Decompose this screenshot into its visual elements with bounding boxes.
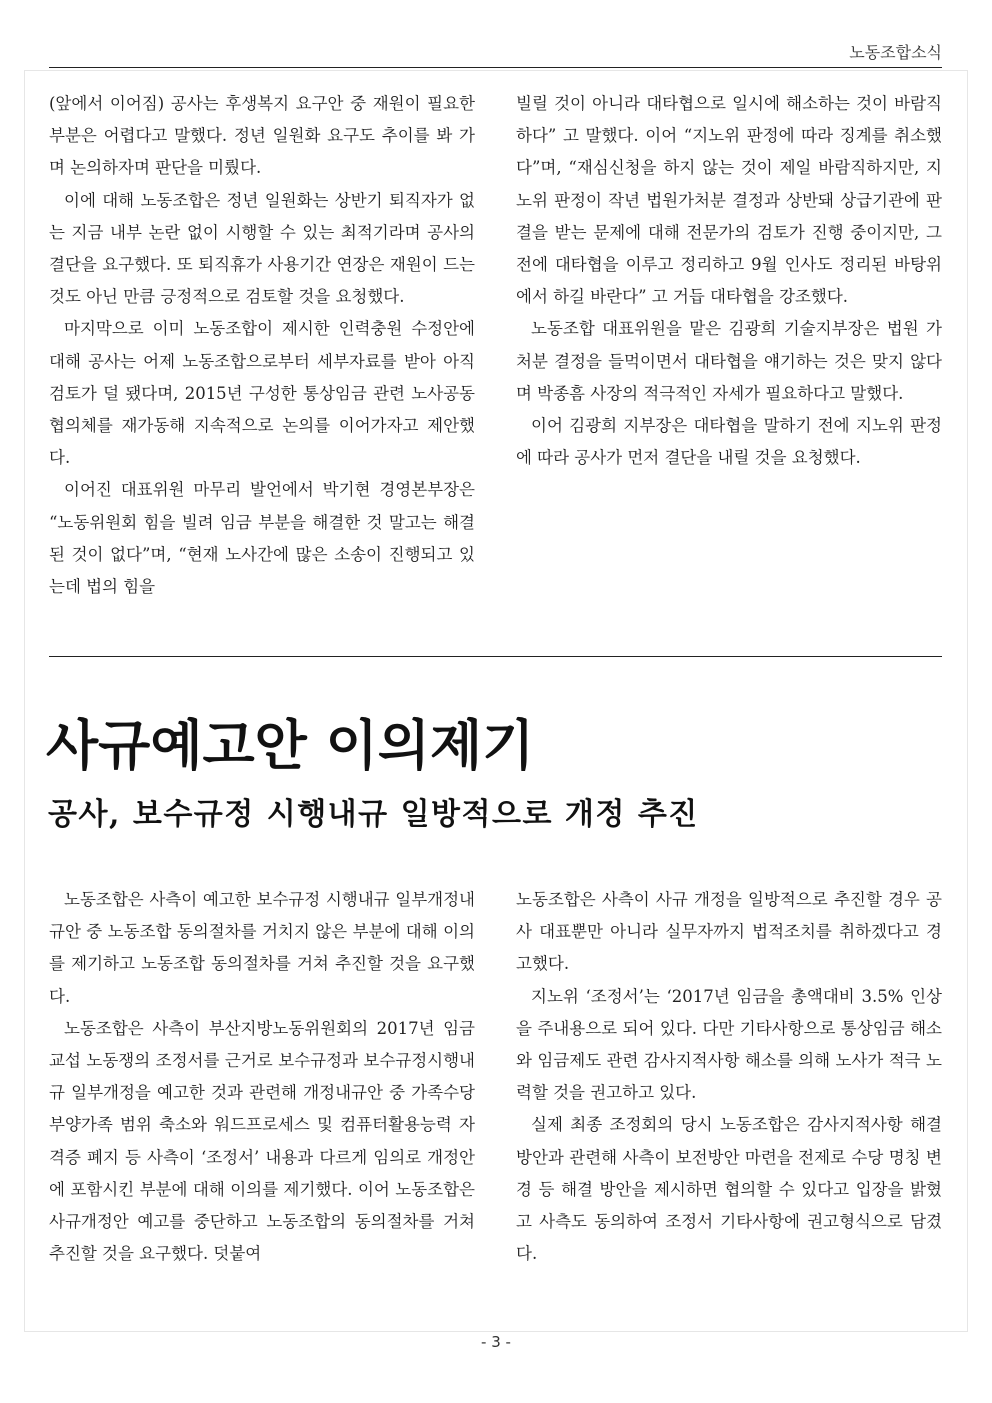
continued-article-left-column (49, 88, 475, 603)
paragraph: 실제 최종 조정회의 당시 노동조합은 감사지적사항 해결 방안과 관련해 사측이 보전방안 마련을 전제로 수당 명칭 변경 등 해결 방안을 제시하면 협의할 수 있다고 입장을 밝혔고 사측도 동의하여 조정서 기타사항에 권고형식으로 담겼다. (516, 1115, 942, 1264)
page-number: - 3 - (481, 1333, 511, 1351)
paragraph: (앞에서 이어짐) 공사는 후생복지 요구안 중 재원이 필요한 부분은 어렵다고 말했다. 정년 일원화 요구도 추이를 봐 가며 논의하자며 판단을 미뤘다. (49, 94, 475, 178)
paragraph: 노동조합 대표위원을 맡은 김광희 기술지부장은 법원 가처분 결정을 들먹이면서 대타협을 얘기하는 것은 맞지 않다며 박종흠 사장의 적극적인 자세가 필요하다고 말했다. (516, 319, 943, 403)
header-rule (49, 67, 942, 68)
article-right-column (516, 884, 942, 1270)
paragraph: 빌릴 것이 아니라 대타협으로 일시에 해소하는 것이 바람직하다” 고 말했다. 이어 “지노위 판정에 따라 징계를 취소했다”며, “재심신청을 하지 않는 것이 제일 바람직하지만, 지노위 판정이 작년 법원가처분 결정과 상반돼 상급기관에 판결을 받는 문제에 대해 전문가의 검토가 진행 중이지만, 그 전에 대타협을 이루고 정리하고 9월 인사도 정리된 바탕위에서 하길 바란다” 고 거듭 대타협을 강조했다. (516, 94, 942, 307)
article-left-column (49, 884, 475, 1270)
article-subheadline: 공사, 보수규정 시행내규 일방적으로 개정 추진 (48, 797, 699, 832)
paragraph: 노동조합은 사측이 사규 개정을 일방적으로 추진할 경우 공사 대표뿐만 아니라 실무자까지 법적조치를 취하겠다고 경고했다. (516, 890, 942, 974)
article-body (49, 884, 942, 1270)
paragraph: 마지막으로 이미 노동조합이 제시한 인력충원 수정안에 대해 공사는 어제 노동조합으로부터 세부자료를 받아 아직 검토가 덜 됐다며, 2015년 구성한 통상임금 관련 노사공동협의체를 재가동해 지속적으로 논의를 이어가자고 제안했다. (49, 319, 475, 468)
paragraph: 이에 대해 노동조합은 정년 일원화는 상반기 퇴직자가 없는 지금 내부 논란 없이 시행할 수 있는 최적기라며 공사의 결단을 요구했다. 또 퇴직휴가 사용기간 연장은 재원이 드는 것도 아닌 만큼 긍정적으로 검토할 것을 요청했다. (49, 190, 475, 307)
continued-article-right-column (516, 88, 942, 603)
paragraph: 지노위 ‘조정서’는 ‘2017년 임금을 총액대비 3.5% 인상을 주내용으로 되어 있다. 다만 기타사항으로 통상임금 해소와 임금제도 관련 감사지적사항 해소를 의해 노사가 적극 노력할 것을 권고하고 있다. (516, 986, 942, 1103)
section-divider (49, 656, 942, 657)
paragraph: 이어진 대표위원 마무리 발언에서 박기현 경영본부장은 “노동위원회 힘을 빌려 임금 부분을 해결한 것 말고는 해결된 것이 없다”며, “현재 노사간에 많은 소송이 진행되고 있는데 법의 힘을 (49, 480, 475, 597)
article-headline: 사규예고안 이의제기 (46, 714, 535, 777)
paragraph: 이어 김광희 지부장은 대타협을 말하기 전에 지노위 판정에 따라 공사가 먼저 결단을 내릴 것을 요청했다. (516, 416, 942, 468)
newsletter-section-label: 노동조합소식 (849, 43, 942, 62)
paragraph: 노동조합은 사측이 부산지방노동위원회의 2017년 임금교섭 노동쟁의 조정서를 근거로 보수규정과 보수규정시행내규 일부개정을 예고한 것과 관련해 개정내규안 중 가족수당 부양가족 범위 축소와 워드프로세스 및 컴퓨터활용능력 자격증 폐지 등 사측이 ‘조정서’ 내용과 다르게 임의로 개정안에 포함시킨 부분에 대해 이의를 제기했다. 이어 노동조합은 사규개정안 예고를 중단하고 노동조합의 동의절차를 거쳐 추진할 것을 요구했다. 덧붙여 (49, 1018, 475, 1264)
paragraph: 노동조합은 사측이 예고한 보수규정 시행내규 일부개정내규안 중 노동조합 동의절차를 거치지 않은 부분에 대해 이의를 제기하고 노동조합 동의절차를 거쳐 추진할 것을 요구했다. (49, 890, 475, 1006)
continued-article (49, 88, 942, 603)
